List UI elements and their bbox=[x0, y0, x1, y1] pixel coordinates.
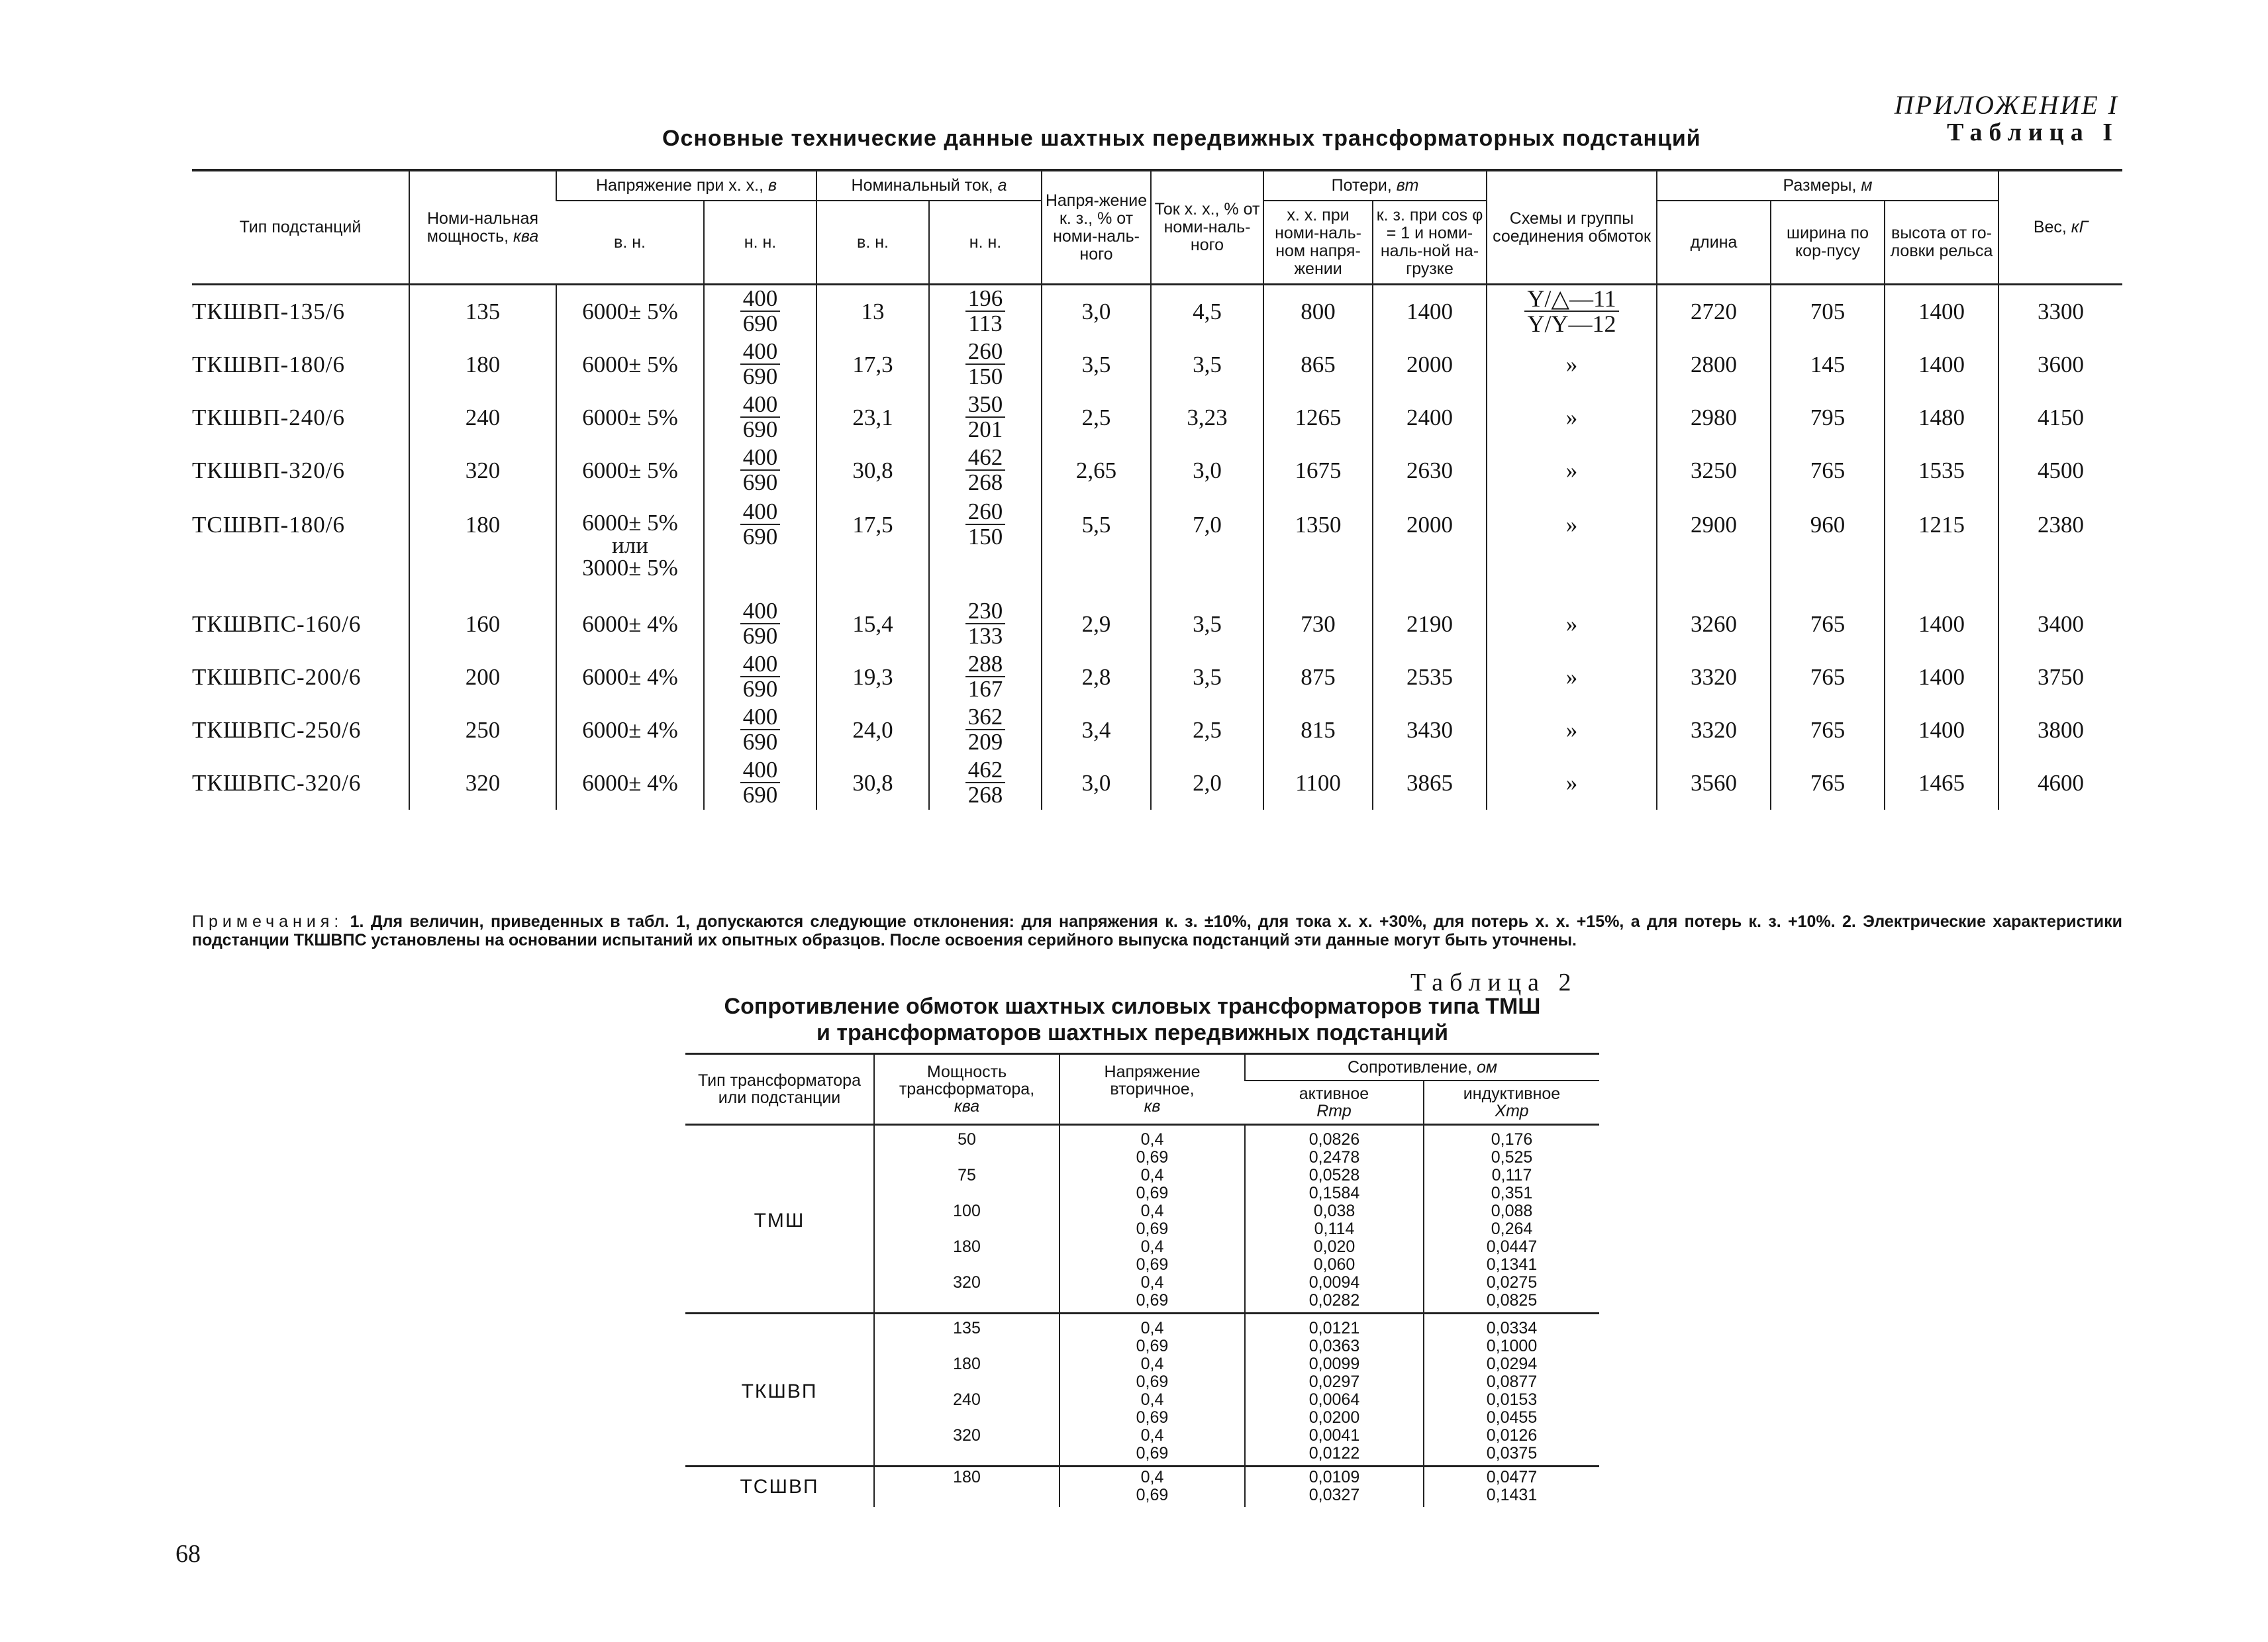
cell-hv: 6000± 4% bbox=[556, 598, 704, 651]
table-row bbox=[192, 285, 2122, 339]
cell-voltages: 0,4 0,69 bbox=[1060, 1467, 1245, 1508]
cell-width: 795 bbox=[1771, 391, 1885, 444]
col-length: длина bbox=[1657, 201, 1771, 285]
cell-current-hv: 30,8 bbox=[816, 444, 929, 497]
cell-lv: $\frac{400}{690}$ bbox=[704, 285, 816, 339]
cell-type: ТКШВПС-250/6 bbox=[192, 717, 362, 743]
cell-current-lv: $\frac{260}{150}$ bbox=[929, 497, 1042, 598]
cell-uk: 3,4 bbox=[1042, 704, 1151, 757]
cell-hv: 6000± 5% или 3000± 5% bbox=[556, 497, 704, 598]
cell-p0: 815 bbox=[1263, 704, 1373, 757]
cell-scheme: » bbox=[1487, 391, 1657, 444]
col-transformer-power: Мощность трансформатора, ква bbox=[874, 1054, 1060, 1125]
cell-i0: 7,0 bbox=[1151, 497, 1263, 598]
cell-pk: 2535 bbox=[1373, 651, 1487, 704]
cell-current-lv: $\frac{230}{133}$ bbox=[929, 598, 1042, 651]
cell-weight: 3600 bbox=[1998, 338, 2122, 391]
cell-uk: 2,9 bbox=[1042, 598, 1151, 651]
cell-scheme: » bbox=[1487, 598, 1657, 651]
table1-title: Основные технические данные шахтных передвижных трансформаторных подстанций bbox=[662, 126, 1701, 151]
cell-length: 3560 bbox=[1657, 757, 1771, 810]
cell-weight: 3800 bbox=[1998, 704, 2122, 757]
cell-pk: 2630 bbox=[1373, 444, 1487, 497]
cell-scheme: » bbox=[1487, 704, 1657, 757]
col-loss-sc: к. з. при cos φ = 1 и номи-наль-ной на-грузке bbox=[1373, 201, 1487, 285]
cell-weight: 2380 bbox=[1998, 497, 2122, 598]
cell-hv: 6000± 4% bbox=[556, 704, 704, 757]
cell-width: 705 bbox=[1771, 285, 1885, 339]
cell-hv: 6000± 5% bbox=[556, 285, 704, 339]
cell-i0: 3,0 bbox=[1151, 444, 1263, 497]
group-tkshvp bbox=[685, 1314, 1599, 1467]
cell-weight: 4500 bbox=[1998, 444, 2122, 497]
cell-powers: 135 180 240 320 bbox=[874, 1314, 1060, 1467]
cell-inductive: 0,176 0,525 0,117 0,351 0,088 0,264 0,0447 0,1341 0,0275 0,0825 bbox=[1424, 1125, 1599, 1314]
col-height: высота от го-ловки рельса bbox=[1885, 201, 1998, 285]
table-row bbox=[192, 497, 2122, 598]
cell-pk: 2400 bbox=[1373, 391, 1487, 444]
table-row bbox=[685, 1125, 1599, 1314]
cell-width: 765 bbox=[1771, 444, 1885, 497]
cell-active: 0,0121 0,0363 0,0099 0,0297 0,0064 0,0200 0,0041 0,0122 bbox=[1245, 1314, 1424, 1467]
cell-p0: 1675 bbox=[1263, 444, 1373, 497]
table1-label: Таблица I bbox=[1947, 119, 2119, 146]
cell-width: 765 bbox=[1771, 757, 1885, 810]
cell-p0: 875 bbox=[1263, 651, 1373, 704]
cell-power: 250 bbox=[409, 704, 556, 757]
cell-height: 1400 bbox=[1885, 338, 1998, 391]
cell-current-hv: 15,4 bbox=[816, 598, 929, 651]
col-scheme: Схемы и группы соединения обмоток bbox=[1487, 170, 1657, 285]
col-transformer-type: Тип трансформатора или подстанции bbox=[685, 1054, 874, 1125]
cell-lv: $\frac{400}{690}$ bbox=[704, 651, 816, 704]
cell-scheme: » bbox=[1487, 497, 1657, 598]
cell-lv: $\frac{400}{690}$ bbox=[704, 704, 816, 757]
cell-lv: $\frac{400}{690}$ bbox=[704, 598, 816, 651]
cell-i0: 2,5 bbox=[1151, 704, 1263, 757]
cell-current-lv: $\frac{260}{150}$ bbox=[929, 338, 1042, 391]
cell-p0: 800 bbox=[1263, 285, 1373, 339]
table-row bbox=[192, 338, 2122, 391]
cell-uk: 2,8 bbox=[1042, 651, 1151, 704]
col-active: активное Rтр bbox=[1245, 1081, 1424, 1125]
cell-uk: 3,0 bbox=[1042, 285, 1151, 339]
cell-p0: 730 bbox=[1263, 598, 1373, 651]
cell-type: ТКШВП-180/6 bbox=[192, 352, 346, 377]
cell-type: ТКШВПС-200/6 bbox=[192, 664, 362, 690]
cell-lv: $\frac{400}{690}$ bbox=[704, 497, 816, 598]
col-power: Номи-нальная мощность, ква bbox=[409, 170, 556, 285]
table1-notes bbox=[192, 912, 2122, 949]
col-losses: Потери, вт bbox=[1263, 170, 1487, 201]
col-hv: в. н. bbox=[556, 201, 704, 285]
cell-uk: 5,5 bbox=[1042, 497, 1151, 598]
cell-pk: 1400 bbox=[1373, 285, 1487, 339]
cell-current-hv: 17,5 bbox=[816, 497, 929, 598]
col-nl-voltage: Напряжение при х. х., в bbox=[556, 170, 816, 201]
cell-hv: 6000± 5% bbox=[556, 338, 704, 391]
col-secondary-voltage: Напряжение вторичное, кв bbox=[1060, 1054, 1245, 1125]
cell-p0: 1100 bbox=[1263, 757, 1373, 810]
notes-text: 1. Для величин, приведенных в табл. 1, допускаются следующие отклонения: для напряжения к. з. ±10%, для тока х. х. +30%, для потерь х. х. +15%, а для потерь к. з. +10%. 2. Электрические характеристики подстанции ТКШВПС установлены на основании испытаний их опытных образцов. После освоения серийного выпуска подстанций эти данные могут быть уточнены. bbox=[192, 912, 2122, 949]
cell-pk: 3865 bbox=[1373, 757, 1487, 810]
cell-power: 180 bbox=[409, 497, 556, 598]
cell-p0: 865 bbox=[1263, 338, 1373, 391]
col-type: Тип подстанций bbox=[192, 170, 409, 285]
cell-type: ТКШВПС-160/6 bbox=[192, 611, 362, 637]
cell-pk: 2190 bbox=[1373, 598, 1487, 651]
table-row bbox=[685, 1314, 1599, 1467]
col-resistance: Сопротивление, ом bbox=[1245, 1054, 1599, 1081]
cell-scheme: » bbox=[1487, 444, 1657, 497]
substation-specs-table bbox=[192, 169, 2122, 810]
cell-height: 1480 bbox=[1885, 391, 1998, 444]
cell-scheme: » bbox=[1487, 338, 1657, 391]
cell-uk: 3,0 bbox=[1042, 757, 1151, 810]
cell-power: 320 bbox=[409, 757, 556, 810]
cell-active: 0,0109 0,0327 bbox=[1245, 1467, 1424, 1508]
cell-current-hv: 17,3 bbox=[816, 338, 929, 391]
cell-i0: 2,0 bbox=[1151, 757, 1263, 810]
cell-uk: 2,65 bbox=[1042, 444, 1151, 497]
cell-length: 2800 bbox=[1657, 338, 1771, 391]
table2-label: Таблица 2 bbox=[1410, 969, 1578, 996]
cell-power: 320 bbox=[409, 444, 556, 497]
cell-type: ТКШВП-240/6 bbox=[192, 405, 346, 430]
cell-length: 3250 bbox=[1657, 444, 1771, 497]
cell-power: 200 bbox=[409, 651, 556, 704]
cell-current-lv: $\frac{462}{268}$ bbox=[929, 444, 1042, 497]
cell-type: ТКШВПС-320/6 bbox=[192, 770, 362, 796]
table-row bbox=[192, 704, 2122, 757]
cell-height: 1400 bbox=[1885, 651, 1998, 704]
cell-p0: 1350 bbox=[1263, 497, 1373, 598]
cell-lv: $\frac{400}{690}$ bbox=[704, 757, 816, 810]
table-row bbox=[685, 1467, 1599, 1508]
col-loss-nl: х. х. при номи-наль-ном напря-жении bbox=[1263, 201, 1373, 285]
cell-height: 1465 bbox=[1885, 757, 1998, 810]
cell-weight: 4150 bbox=[1998, 391, 2122, 444]
cell-pk: 3430 bbox=[1373, 704, 1487, 757]
cell-length: 2720 bbox=[1657, 285, 1771, 339]
cell-height: 1535 bbox=[1885, 444, 1998, 497]
cell-p0: 1265 bbox=[1263, 391, 1373, 444]
table-row bbox=[192, 651, 2122, 704]
cell-pk: 2000 bbox=[1373, 338, 1487, 391]
cell-lv: $\frac{400}{690}$ bbox=[704, 444, 816, 497]
cell-voltages: 0,4 0,69 0,4 0,69 0,4 0,69 0,4 0,69 0,4 0,69 bbox=[1060, 1125, 1245, 1314]
cell-transformer-type: ТМШ bbox=[754, 1209, 805, 1232]
cell-pk: 2000 bbox=[1373, 497, 1487, 598]
cell-type: ТКШВП-320/6 bbox=[192, 458, 346, 483]
cell-height: 1400 bbox=[1885, 285, 1998, 339]
table2-title: Сопротивление обмоток шахтных силовых трансформаторов типа ТМШ и трансформаторов шахтных передвижных подстанций bbox=[724, 994, 1541, 1045]
cell-hv: 6000± 5% bbox=[556, 444, 704, 497]
cell-transformer-type: ТКШВП bbox=[741, 1380, 818, 1402]
cell-current-lv: $\frac{196}{113}$ bbox=[929, 285, 1042, 339]
cell-hv: 6000± 5% bbox=[556, 391, 704, 444]
cell-transformer-type: ТСШВП bbox=[740, 1475, 819, 1498]
cell-type: ТКШВП-135/6 bbox=[192, 299, 346, 324]
cell-weight: 3300 bbox=[1998, 285, 2122, 339]
cell-current-lv: $\frac{288}{167}$ bbox=[929, 651, 1042, 704]
col-sc-voltage: Напря-жение к. з., % от номи-наль-ного bbox=[1042, 170, 1151, 285]
table-row bbox=[192, 391, 2122, 444]
cell-i0: 3,23 bbox=[1151, 391, 1263, 444]
col-lv: н. н. bbox=[704, 201, 816, 285]
cell-inductive: 0,0477 0,1431 bbox=[1424, 1467, 1599, 1508]
col-width: ширина по кор-пусу bbox=[1771, 201, 1885, 285]
cell-uk: 2,5 bbox=[1042, 391, 1151, 444]
col-dimensions: Размеры, м bbox=[1657, 170, 1998, 201]
cell-i0: 3,5 bbox=[1151, 651, 1263, 704]
cell-current-hv: 13 bbox=[816, 285, 929, 339]
cell-hv: 6000± 4% bbox=[556, 757, 704, 810]
cell-i0: 3,5 bbox=[1151, 338, 1263, 391]
cell-scheme: » bbox=[1487, 757, 1657, 810]
cell-powers: 180 bbox=[874, 1467, 1060, 1508]
cell-power: 160 bbox=[409, 598, 556, 651]
cell-inductive: 0,0334 0,1000 0,0294 0,0877 0,0153 0,0455 0,0126 0,0375 bbox=[1424, 1314, 1599, 1467]
cell-length: 3320 bbox=[1657, 651, 1771, 704]
cell-type: ТСШВП-180/6 bbox=[192, 512, 346, 538]
col-current-hv: в. н. bbox=[816, 201, 929, 285]
col-rated-current: Номинальный ток, а bbox=[816, 170, 1042, 201]
cell-i0: 4,5 bbox=[1151, 285, 1263, 339]
cell-height: 1215 bbox=[1885, 497, 1998, 598]
cell-height: 1400 bbox=[1885, 704, 1998, 757]
cell-weight: 4600 bbox=[1998, 757, 2122, 810]
cell-current-lv: $\frac{350}{201}$ bbox=[929, 391, 1042, 444]
cell-length: 2900 bbox=[1657, 497, 1771, 598]
cell-lv: $\frac{400}{690}$ bbox=[704, 338, 816, 391]
cell-width: 765 bbox=[1771, 598, 1885, 651]
cell-lv: $\frac{400}{690}$ bbox=[704, 391, 816, 444]
cell-active: 0,0826 0,2478 0,0528 0,1584 0,038 0,114 0,020 0,060 0,0094 0,0282 bbox=[1245, 1125, 1424, 1314]
cell-power: 180 bbox=[409, 338, 556, 391]
cell-hv: 6000± 4% bbox=[556, 651, 704, 704]
cell-width: 765 bbox=[1771, 704, 1885, 757]
table-row bbox=[192, 757, 2122, 810]
cell-power: 240 bbox=[409, 391, 556, 444]
cell-width: 765 bbox=[1771, 651, 1885, 704]
cell-voltages: 0,4 0,69 0,4 0,69 0,4 0,69 0,4 0,69 bbox=[1060, 1314, 1245, 1467]
cell-current-hv: 30,8 bbox=[816, 757, 929, 810]
col-nl-current: Ток х. х., % от номи-наль-ного bbox=[1151, 170, 1263, 285]
cell-width: 145 bbox=[1771, 338, 1885, 391]
cell-scheme: » bbox=[1487, 651, 1657, 704]
cell-current-lv: $\frac{362}{209}$ bbox=[929, 704, 1042, 757]
cell-current-hv: 23,1 bbox=[816, 391, 929, 444]
appendix-label: ПРИЛОЖЕНИЕ I bbox=[1894, 90, 2119, 120]
cell-length: 3320 bbox=[1657, 704, 1771, 757]
notes-label: Примечания: bbox=[192, 912, 344, 931]
cell-weight: 3750 bbox=[1998, 651, 2122, 704]
cell-width: 960 bbox=[1771, 497, 1885, 598]
cell-scheme: $\frac{Y/\triangle—11}{Y/Y—12}$ bbox=[1487, 285, 1657, 339]
group-tmsh bbox=[685, 1125, 1599, 1314]
cell-current-hv: 19,3 bbox=[816, 651, 929, 704]
cell-uk: 3,5 bbox=[1042, 338, 1151, 391]
cell-i0: 3,5 bbox=[1151, 598, 1263, 651]
table-row bbox=[192, 598, 2122, 651]
winding-resistance-table bbox=[685, 1053, 1599, 1507]
cell-length: 2980 bbox=[1657, 391, 1771, 444]
cell-current-hv: 24,0 bbox=[816, 704, 929, 757]
table-row bbox=[192, 444, 2122, 497]
page-number: 68 bbox=[175, 1540, 201, 1568]
cell-power: 135 bbox=[409, 285, 556, 339]
cell-length: 3260 bbox=[1657, 598, 1771, 651]
cell-weight: 3400 bbox=[1998, 598, 2122, 651]
cell-powers: 50 75 100 180 320 bbox=[874, 1125, 1060, 1314]
col-inductive: индуктивное Xтр bbox=[1424, 1081, 1599, 1125]
group-tsshvp bbox=[685, 1467, 1599, 1508]
cell-height: 1400 bbox=[1885, 598, 1998, 651]
cell-current-lv: $\frac{462}{268}$ bbox=[929, 757, 1042, 810]
col-current-lv: н. н. bbox=[929, 201, 1042, 285]
col-weight: Вес, кГ bbox=[1998, 170, 2122, 285]
